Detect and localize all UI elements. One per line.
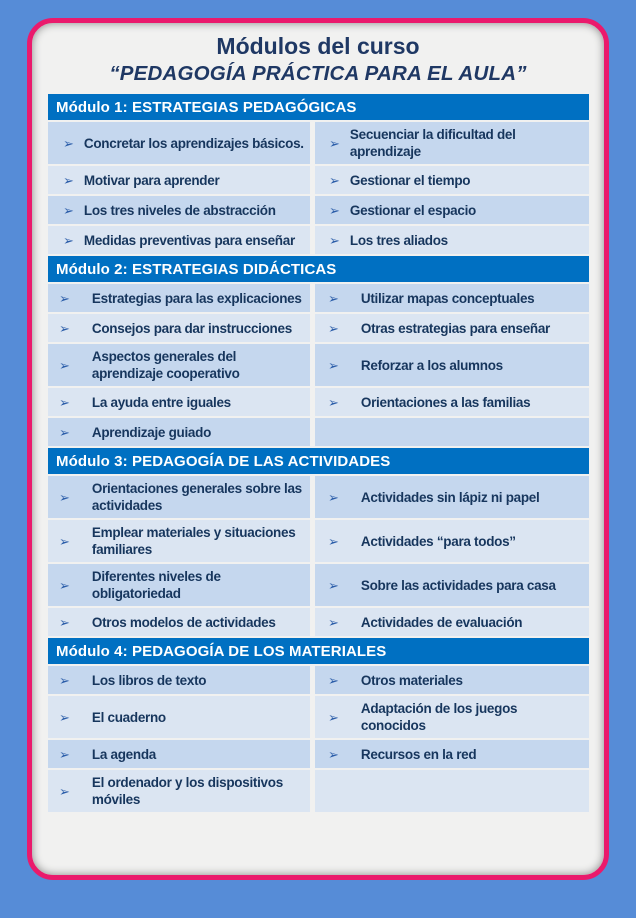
item-label: Aspectos generales del aprendizaje cooperativo <box>91 349 240 381</box>
arrow-bullet-icon: ➢ <box>328 290 339 306</box>
arrow-bullet-icon: ➢ <box>329 135 340 151</box>
arrow-bullet-icon: ➢ <box>59 746 70 762</box>
arrow-bullet-icon: ➢ <box>63 202 74 218</box>
item-label: Diferentes niveles de obligatoriedad <box>91 569 221 601</box>
arrow-bullet-icon: ➢ <box>59 489 70 505</box>
table-row <box>48 284 589 312</box>
arrow-bullet-icon: ➢ <box>59 783 70 799</box>
row-left-cell <box>48 520 310 562</box>
item-label: Actividades de evaluación <box>360 614 523 630</box>
row-left-cell <box>48 770 310 812</box>
table-row <box>48 770 589 812</box>
row-left-cell <box>48 564 310 606</box>
row-left-cell <box>48 608 310 636</box>
arrow-bullet-icon: ➢ <box>59 320 70 336</box>
row-left-cell <box>48 284 310 312</box>
item-label: Orientaciones generales sobre las actividades <box>91 481 302 513</box>
page-subtitle: “PEDAGOGÍA PRÁCTICA PARA EL AULA” <box>109 62 527 85</box>
arrow-bullet-icon: ➢ <box>328 746 339 762</box>
row-right-cell <box>315 388 589 416</box>
module-header <box>48 448 589 474</box>
row-right-cell <box>315 666 589 694</box>
item-label: Aprendizaje guiado <box>91 424 212 440</box>
item-label: Consejos para dar instrucciones <box>91 320 292 336</box>
table-row <box>48 418 589 446</box>
module-header <box>48 94 589 120</box>
module-section <box>48 256 589 446</box>
arrow-bullet-icon: ➢ <box>63 232 74 248</box>
item-label: Actividades sin lápiz ni papel <box>360 489 540 505</box>
row-right-cell <box>315 608 589 636</box>
arrow-bullet-icon: ➢ <box>329 172 340 188</box>
row-right-cell <box>315 284 589 312</box>
item-label: Los libros de texto <box>91 672 207 688</box>
item-label: Recursos en la red <box>360 746 477 762</box>
arrow-bullet-icon: ➢ <box>59 394 70 410</box>
module-header <box>48 256 589 282</box>
arrow-bullet-icon: ➢ <box>328 394 339 410</box>
arrow-bullet-icon: ➢ <box>59 290 70 306</box>
module-rows <box>48 476 589 636</box>
module-rows <box>48 122 589 254</box>
module-header-label: Módulo 1: ESTRATEGIAS PEDAGÓGICAS <box>56 99 357 116</box>
table-row <box>48 608 589 636</box>
row-left-cell <box>48 226 310 254</box>
table-row <box>48 166 589 194</box>
row-right-cell <box>315 122 589 164</box>
item-label: Concretar los aprendizajes básicos. <box>83 135 304 151</box>
row-left-cell <box>48 696 310 738</box>
table-row <box>48 564 589 606</box>
item-label: Gestionar el espacio <box>349 202 476 218</box>
arrow-bullet-icon: ➢ <box>63 135 74 151</box>
row-left-cell <box>48 418 310 446</box>
module-section <box>48 638 589 812</box>
module-rows <box>48 284 589 446</box>
module-header-label: Módulo 3: PEDAGOGÍA DE LAS ACTIVIDADES <box>56 453 391 470</box>
row-left-cell <box>48 476 310 518</box>
row-left-cell <box>48 196 310 224</box>
arrow-bullet-icon: ➢ <box>329 232 340 248</box>
item-label: Otros materiales <box>360 672 463 688</box>
row-left-cell <box>48 388 310 416</box>
item-label: El ordenador y los dispositivos móviles <box>91 775 283 807</box>
table-row <box>48 314 589 342</box>
arrow-bullet-icon: ➢ <box>328 533 339 549</box>
item-label: La agenda <box>91 746 156 762</box>
arrow-bullet-icon: ➢ <box>59 614 70 630</box>
item-label: Orientaciones a las familias <box>360 394 531 410</box>
row-left-cell <box>48 666 310 694</box>
table-row <box>48 740 589 768</box>
item-label: Utilizar mapas conceptuales <box>360 290 535 306</box>
arrow-bullet-icon: ➢ <box>59 424 70 440</box>
module-section <box>48 448 589 636</box>
row-right-cell <box>315 476 589 518</box>
module-section <box>48 94 589 254</box>
arrow-bullet-icon: ➢ <box>328 709 339 725</box>
table-row <box>48 476 589 518</box>
arrow-bullet-icon: ➢ <box>59 672 70 688</box>
item-label: Emplear materiales y situaciones familiares <box>91 525 296 557</box>
item-label: Motivar para aprender <box>83 172 220 188</box>
row-left-cell <box>48 166 310 194</box>
row-right-cell <box>315 166 589 194</box>
arrow-bullet-icon: ➢ <box>59 357 70 373</box>
table-row <box>48 666 589 694</box>
item-label: Los tres niveles de abstracción <box>83 202 276 218</box>
row-right-cell <box>315 226 589 254</box>
row-right-cell <box>315 314 589 342</box>
module-header-label: Módulo 2: ESTRATEGIAS DIDÁCTICAS <box>56 261 337 278</box>
row-right-cell <box>315 770 589 812</box>
item-label: Medidas preventivas para enseñar <box>83 232 295 248</box>
item-label: Gestionar el tiempo <box>349 172 471 188</box>
item-label: Otras estrategias para enseñar <box>360 320 551 336</box>
modules-table <box>48 94 589 812</box>
arrow-bullet-icon: ➢ <box>63 172 74 188</box>
row-right-cell <box>315 418 589 446</box>
row-right-cell <box>315 520 589 562</box>
table-row <box>48 226 589 254</box>
arrow-bullet-icon: ➢ <box>328 357 339 373</box>
arrow-bullet-icon: ➢ <box>59 577 70 593</box>
row-left-cell <box>48 740 310 768</box>
arrow-bullet-icon: ➢ <box>328 614 339 630</box>
course-modules-card <box>27 18 609 880</box>
table-row <box>48 388 589 416</box>
item-label: Los tres aliados <box>349 232 448 248</box>
row-left-cell <box>48 344 310 386</box>
item-label: Secuenciar la dificultad del aprendizaje <box>349 127 516 159</box>
row-right-cell <box>315 344 589 386</box>
arrow-bullet-icon: ➢ <box>329 202 340 218</box>
module-header-label: Módulo 4: PEDAGOGÍA DE LOS MATERIALES <box>56 643 387 660</box>
module-header <box>48 638 589 664</box>
item-label <box>350 787 354 795</box>
item-label: La ayuda entre iguales <box>91 394 231 410</box>
arrow-bullet-icon: ➢ <box>328 489 339 505</box>
row-right-cell <box>315 740 589 768</box>
item-label: Sobre las actividades para casa <box>360 577 556 593</box>
item-label: El cuaderno <box>91 709 166 725</box>
arrow-bullet-icon: ➢ <box>328 320 339 336</box>
table-row <box>48 196 589 224</box>
arrow-bullet-icon: ➢ <box>328 672 339 688</box>
arrow-bullet-icon: ➢ <box>59 709 70 725</box>
row-right-cell <box>315 564 589 606</box>
arrow-bullet-icon: ➢ <box>59 533 70 549</box>
item-label: Otros modelos de actividades <box>91 614 276 630</box>
page-title: Módulos del curso <box>216 33 420 59</box>
item-label: Estrategias para las explicaciones <box>91 290 302 306</box>
row-left-cell <box>48 314 310 342</box>
module-rows <box>48 666 589 812</box>
table-row <box>48 520 589 562</box>
row-right-cell <box>315 196 589 224</box>
row-left-cell <box>48 122 310 164</box>
table-row <box>48 122 589 164</box>
item-label: Adaptación de los juegos conocidos <box>360 701 518 733</box>
row-right-cell <box>315 696 589 738</box>
item-label <box>350 428 354 436</box>
table-row <box>48 344 589 386</box>
item-label: Actividades “para todos” <box>360 533 516 549</box>
arrow-bullet-icon: ➢ <box>328 577 339 593</box>
item-label: Reforzar a los alumnos <box>360 357 503 373</box>
table-row <box>48 696 589 738</box>
